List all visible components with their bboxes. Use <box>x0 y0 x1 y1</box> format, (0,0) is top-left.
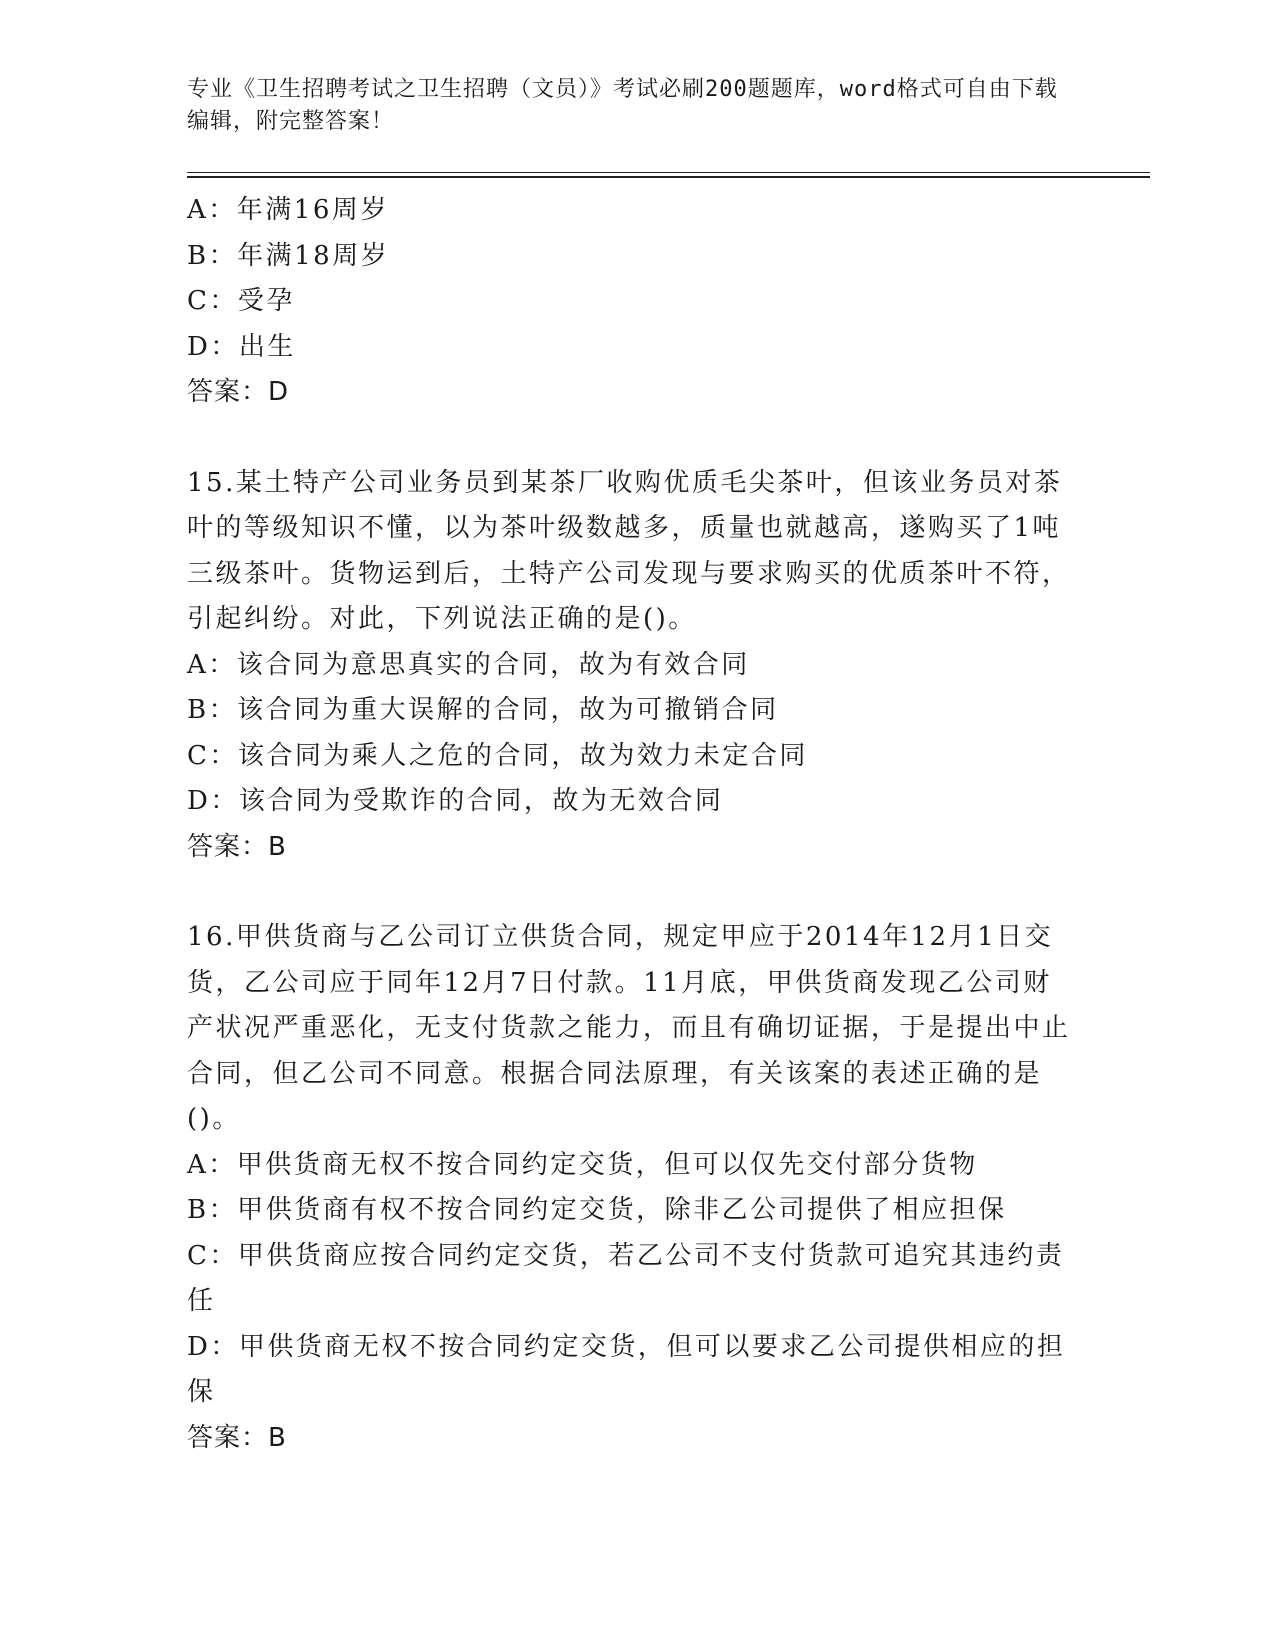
option-d: D：该合同为受欺诈的合同，故为无效合同 <box>187 786 724 816</box>
option-a: A：甲供货商无权不按合同约定交货，但可以仅先交付部分货物 <box>187 1149 978 1180</box>
question-14 <box>187 188 1077 416</box>
option-d: D：出生 <box>187 331 296 362</box>
option-a: A：年满16周岁 <box>187 195 389 225</box>
question-16 <box>187 915 1077 1461</box>
spacer <box>187 870 1077 915</box>
option-c: C：该合同为乘人之危的合同，故为效力未定合同 <box>187 740 808 771</box>
answer-line: 答案：B <box>187 1422 287 1453</box>
option-c: C：受孕 <box>187 286 295 316</box>
header-rule-thick <box>187 176 1150 178</box>
option-b: B：年满18周岁 <box>187 240 390 271</box>
question-stem: 15.某土特产公司业务员到某茶厂收购优质毛尖茶叶，但该业务员对茶叶的等级知识不懂，以为茶叶级数越多，质量也就越高，遂购买了1吨三级茶叶。货物运到后，土特产公司发现与要求购买的优质茶叶不符，引起纠纷。对此，下列说法正确的是()。 <box>187 467 1071 634</box>
question-15 <box>187 461 1077 871</box>
option-c: C：甲供货商应按合同约定交货，若乙公司不支付货款可追究其违约责任 <box>187 1240 1065 1316</box>
option-b: B：甲供货商有权不按合同约定交货，除非乙公司提供了相应担保 <box>187 1195 1007 1225</box>
header-rule-thin <box>187 172 1150 173</box>
document-body <box>187 188 1077 1461</box>
question-stem: 16.甲供货商与乙公司订立供货合同，规定甲应于2014年12月1日交货，乙公司应于同年12月7日付款。11月底，甲供货商发现乙公司财产状况严重恶化，无支付货款之能力，而且有确切证据，于是提出中止合同，但乙公司不同意。根据合同法原理，有关该案的表述正确的是()。 <box>187 922 1071 1134</box>
answer-line: 答案：D <box>187 377 290 407</box>
option-b: B：该合同为重大误解的合同，故为可撤销合同 <box>187 695 779 725</box>
spacer <box>187 416 1077 461</box>
option-a: A：该合同为意思真实的合同，故为有效合同 <box>187 649 750 680</box>
document-header: 专业《卫生招聘考试之卫生招聘（文员）》考试必刷200题题库，word格式可自由下载编辑，附完整答案！ <box>187 77 1058 134</box>
option-d: D：甲供货商无权不按合同约定交货，但可以要求乙公司提供相应的担保 <box>187 1331 1066 1407</box>
answer-line: 答案：B <box>187 831 287 862</box>
